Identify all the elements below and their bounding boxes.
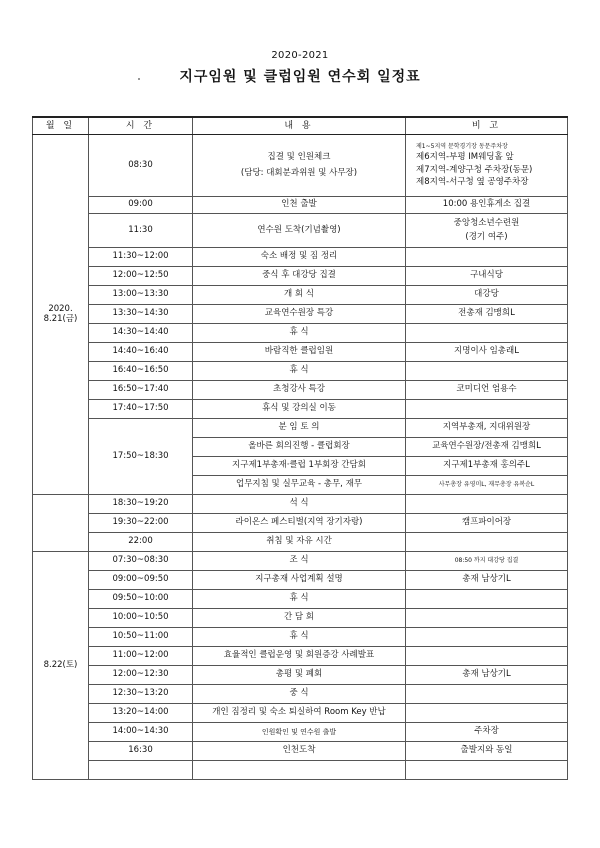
time-cell: 14:40~16:40 (89, 343, 193, 362)
note-cell: 총재 남상기L (406, 666, 568, 685)
note-line: (경기 여주) (465, 231, 508, 242)
content-cell: 중식 후 대강당 집결 (193, 267, 406, 286)
note-cell (406, 628, 568, 647)
note-line: 제1~5지역 문학경기장 동문주차장 (416, 142, 508, 150)
time-cell: 16:50~17:40 (89, 381, 193, 400)
table-row (33, 324, 568, 343)
time-cell: 19:30~22:00 (89, 514, 193, 533)
content-cell: 교육연수원장 특강 (193, 305, 406, 324)
note-cell: 08:50 까지 대강당 집결 (406, 552, 568, 571)
time-cell: 09:00 (89, 197, 193, 214)
time-cell: 12:00~12:50 (89, 267, 193, 286)
time-cell (89, 761, 193, 780)
content-cell: 휴 식 (193, 590, 406, 609)
note-line: 중앙청소년수련원 (453, 217, 520, 228)
time-cell: 08:30 (89, 135, 193, 197)
note-cell: 대강당 (406, 286, 568, 305)
date-cell-day1 (33, 135, 89, 495)
note-cell: 10:00 용인휴게소 집결 (406, 197, 568, 214)
note-cell: 캠프파이어장 (406, 514, 568, 533)
content-cell: 연수원 도착(기념촬영) (193, 214, 406, 248)
table-row (33, 761, 568, 780)
note-cell (406, 609, 568, 628)
note-cell (406, 590, 568, 609)
note-cell: 전총재 김맹희L (406, 305, 568, 324)
time-cell: 17:50~18:30 (89, 419, 193, 495)
content-cell: 휴식 및 강의실 이동 (193, 400, 406, 419)
note-cell (406, 495, 568, 514)
note-cell (406, 214, 568, 248)
table-row (33, 514, 568, 533)
content-cell (193, 761, 406, 780)
content-cell: 바람직한 클럽임원 (193, 343, 406, 362)
content-cell: 지구제1부총재·클럽 1부회장 간담회 (193, 457, 406, 476)
content-cell: 개인 짐정리 및 숙소 퇴실하여 Room Key 반납 (193, 704, 406, 723)
table-row (33, 286, 568, 305)
content-cell: 휴 식 (193, 628, 406, 647)
note-cell (406, 248, 568, 267)
table-row (33, 267, 568, 286)
note-cell: 코미디언 엄용수 (406, 381, 568, 400)
column-header-time: 시 간 (89, 117, 193, 135)
column-header-note: 비 고 (406, 117, 568, 135)
table-row (33, 571, 568, 590)
table-row (33, 135, 568, 197)
date-day: 8.21(금) (43, 313, 78, 324)
content-cell: 개 회 식 (193, 286, 406, 305)
column-header-date: 월 일 (33, 117, 89, 135)
content-cell: 간 담 회 (193, 609, 406, 628)
table-row (33, 723, 568, 742)
content-cell: 중 식 (193, 685, 406, 704)
note-cell (406, 704, 568, 723)
column-header-content: 내 용 (193, 117, 406, 135)
table-header-row (33, 117, 568, 135)
note-cell (406, 761, 568, 780)
time-cell: 11:30~12:00 (89, 248, 193, 267)
content-line: (담당: 대회분과위원 및 사무장) (240, 167, 358, 178)
table-row (33, 590, 568, 609)
note-cell (406, 324, 568, 343)
table-row (33, 214, 568, 248)
time-cell: 14:30~14:40 (89, 324, 193, 343)
note-cell: 구내식당 (406, 267, 568, 286)
time-cell: 09:00~09:50 (89, 571, 193, 590)
note-cell: 지구제1부총재 홍의주L (406, 457, 568, 476)
table-row (33, 381, 568, 400)
content-cell: 휴 식 (193, 362, 406, 381)
note-cell (406, 533, 568, 552)
time-cell: 13:00~13:30 (89, 286, 193, 305)
note-cell: 주차장 (406, 723, 568, 742)
document-title: 지구임원 및 클럽임원 연수회 일정표 (179, 69, 421, 85)
table-row (33, 704, 568, 723)
date-cell-day2: 8.22(토) (33, 552, 89, 780)
note-cell: 지역부총재, 지대위원장 (406, 419, 568, 438)
time-cell: 16:40~16:50 (89, 362, 193, 381)
time-cell: 12:30~13:20 (89, 685, 193, 704)
note-cell (406, 685, 568, 704)
note-cell: 총재 남상기L (406, 571, 568, 590)
note-line: 제7지역-계양구청 주차장(동문) (416, 164, 533, 175)
document-year: 2020-2021 (271, 50, 329, 61)
table-row (33, 419, 568, 438)
date-cell-day1-continued (33, 495, 89, 552)
table-row (33, 609, 568, 628)
time-cell: 13:30~14:30 (89, 305, 193, 324)
content-cell: 인천 출발 (193, 197, 406, 214)
note-cell: 교육연수원장/전총재 김맹희L (406, 438, 568, 457)
content-cell: 올바른 회의진행 - 클럽회장 (193, 438, 406, 457)
time-cell: 16:30 (89, 742, 193, 761)
table-row (33, 248, 568, 267)
content-cell: 효율적인 클럽운영 및 회원증강 사례발표 (193, 647, 406, 666)
content-line: 집결 및 인원체크 (267, 151, 331, 162)
time-cell: 12:00~12:30 (89, 666, 193, 685)
time-cell: 11:00~12:00 (89, 647, 193, 666)
content-cell: 조 식 (193, 552, 406, 571)
content-cell: 초청강사 특강 (193, 381, 406, 400)
content-cell (193, 135, 406, 197)
time-cell: 10:50~11:00 (89, 628, 193, 647)
table-row (33, 685, 568, 704)
content-cell: 숙소 배정 및 짐 정리 (193, 248, 406, 267)
note-line: 제6지역-부평 IM웨딩홀 앞 (416, 151, 514, 162)
table-row (33, 495, 568, 514)
content-cell: 취침 및 자유 시간 (193, 533, 406, 552)
content-cell: 라이온스 페스티벌(지역 장기자랑) (193, 514, 406, 533)
time-cell: 18:30~19:20 (89, 495, 193, 514)
table-row (33, 362, 568, 381)
content-cell: 석 식 (193, 495, 406, 514)
table-row (33, 533, 568, 552)
time-cell: 10:00~10:50 (89, 609, 193, 628)
time-cell: 17:40~17:50 (89, 400, 193, 419)
schedule-table (32, 116, 568, 780)
note-line: 제8지역-서구청 옆 공영주차장 (416, 177, 529, 188)
date-year: 2020. (48, 303, 73, 314)
content-cell: 휴 식 (193, 324, 406, 343)
table-row (33, 305, 568, 324)
content-cell: 지구총재 사업계획 설명 (193, 571, 406, 590)
table-row (33, 343, 568, 362)
content-cell: 인천도착 (193, 742, 406, 761)
time-cell: 07:30~08:30 (89, 552, 193, 571)
table-row (33, 742, 568, 761)
content-cell: 분 임 토 의 (193, 419, 406, 438)
note-cell: 출발지와 동일 (406, 742, 568, 761)
note-cell (406, 647, 568, 666)
content-cell: 총평 및 폐회 (193, 666, 406, 685)
table-row (33, 552, 568, 571)
note-cell (406, 135, 568, 197)
table-row (33, 197, 568, 214)
time-cell: 13:20~14:00 (89, 704, 193, 723)
time-cell: 09:50~10:00 (89, 590, 193, 609)
note-cell (406, 400, 568, 419)
note-cell (406, 362, 568, 381)
note-cell: 지명이사 임총래L (406, 343, 568, 362)
table-row (33, 400, 568, 419)
table-row (33, 647, 568, 666)
table-row (33, 666, 568, 685)
content-cell: 업무지침 및 실무교육 - 총무, 재무 (193, 476, 406, 495)
time-cell: 14:00~14:30 (89, 723, 193, 742)
time-cell: 11:30 (89, 214, 193, 248)
time-cell: 22:00 (89, 533, 193, 552)
content-cell: 인원확인 및 연수원 출발 (193, 723, 406, 742)
note-cell: 사무총장 유영미L, 재무총장 유복순L (406, 476, 568, 495)
table-row (33, 628, 568, 647)
